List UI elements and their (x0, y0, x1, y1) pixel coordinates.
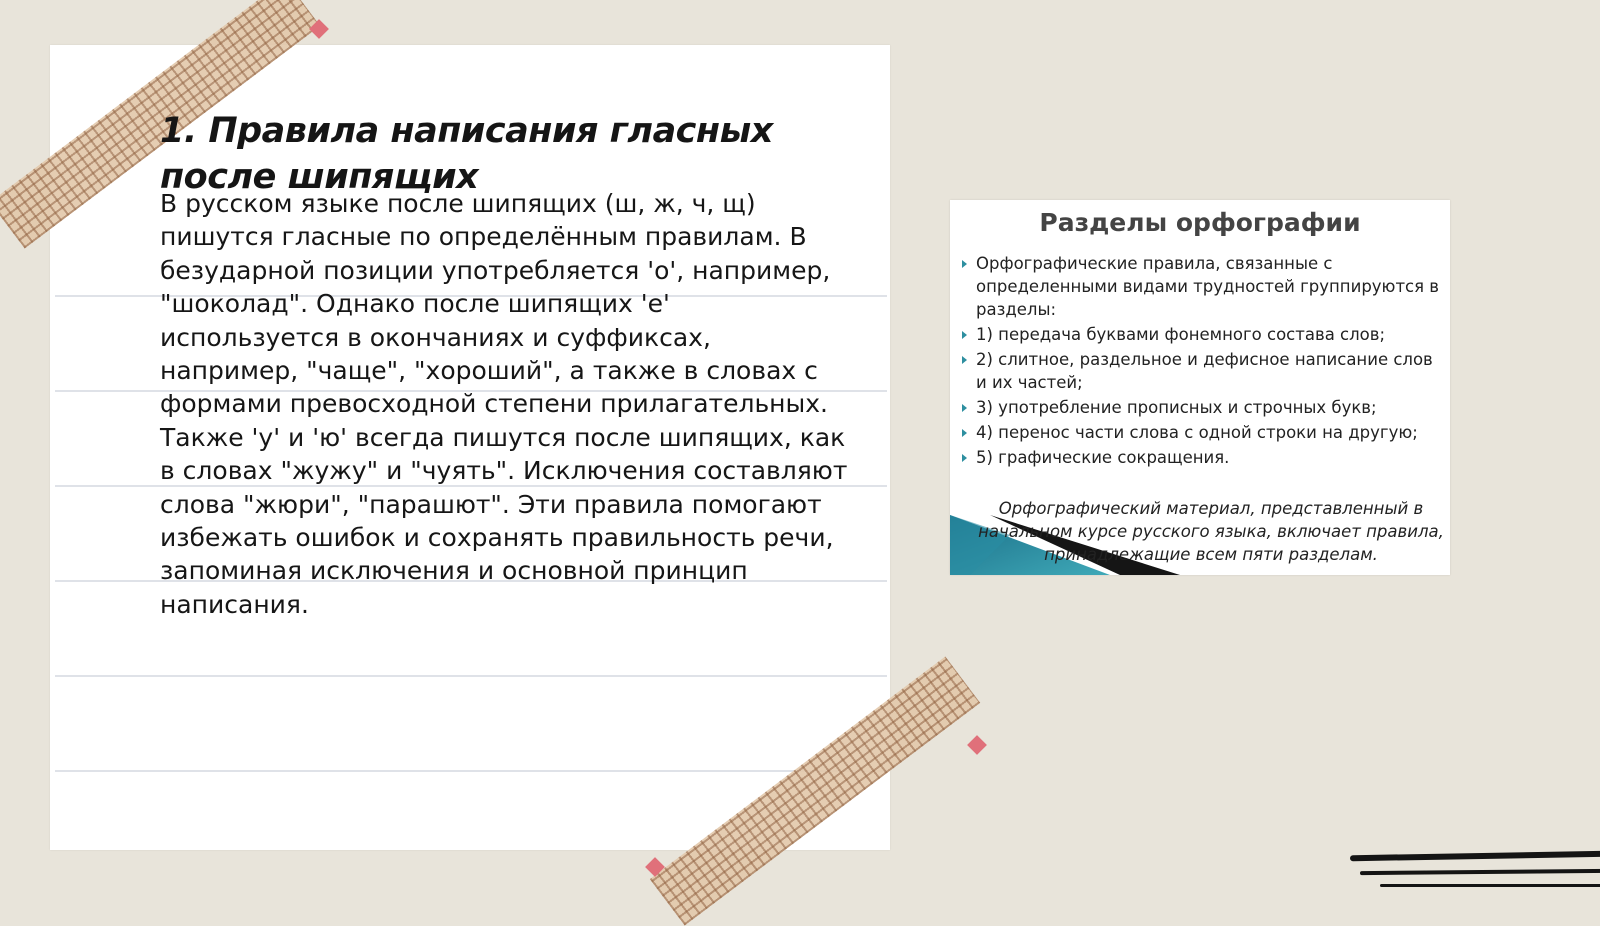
list-item (962, 348, 1442, 394)
list-item (962, 421, 1442, 444)
list-item-text: 3) употребление прописных и строчных букв; (976, 398, 1377, 417)
slide-title: Разделы орфографии (1039, 208, 1361, 237)
list-item-text: 1) передача буквами фонемного состава слов; (976, 325, 1386, 344)
list-item-text: Орфографические правила, связанные с определенными видами трудностей группируются в разделы: (976, 254, 1440, 319)
list-item-text: 5) графические сокращения. (976, 448, 1230, 467)
list-item (962, 396, 1442, 419)
slide-bullet-list (962, 252, 1442, 471)
list-item-text: 2) слитное, раздельное и дефисное написание слов и их частей; (976, 350, 1433, 392)
triangle-bullet-icon (962, 331, 967, 339)
slide-footer-note: Орфографический материал, представленный в начальном курсе русского языка, включает правила, принадлежащие всем пяти разделам. (978, 499, 1444, 564)
triangle-bullet-icon (962, 260, 967, 268)
triangle-bullet-icon (962, 356, 967, 364)
list-item-text: 4) перенос части слова с одной строки на другую; (976, 423, 1418, 442)
triangle-bullet-icon (962, 454, 967, 462)
paper-rule-line (55, 675, 887, 677)
page-title: 1. Правила написания гласных после шипящих (160, 111, 773, 197)
list-item (962, 252, 1442, 321)
brush-stroke (1380, 884, 1600, 887)
tape-end-mark (967, 735, 987, 755)
paper-rule-line (55, 770, 887, 772)
brush-stroke (1360, 869, 1600, 875)
slide-image (950, 200, 1450, 575)
triangle-bullet-icon (962, 404, 967, 412)
body-paragraph: В русском языке после шипящих (ш, ж, ч, щ) пишутся гласные по определённым правилам. В безударной позиции употребляется 'о', например, "шоколад". Однако после шипящих 'е' используется в окончаниях и суффиксах, например, "чаще", "хороший", а также в словах с формами превосходной степени прилагательных. Также 'у' и 'ю' всегда пишутся после шипящих, как в словах "жужу" и "чуять". Исключения составляют слова "жюри", "парашют". Эти правила помогают избежать ошибок и сохранять правильность речи, запоминая исключения и основной принцип написания. (160, 189, 848, 619)
triangle-bullet-icon (962, 429, 967, 437)
list-item (962, 446, 1442, 469)
brush-stroke (1350, 851, 1600, 862)
list-item (962, 323, 1442, 346)
